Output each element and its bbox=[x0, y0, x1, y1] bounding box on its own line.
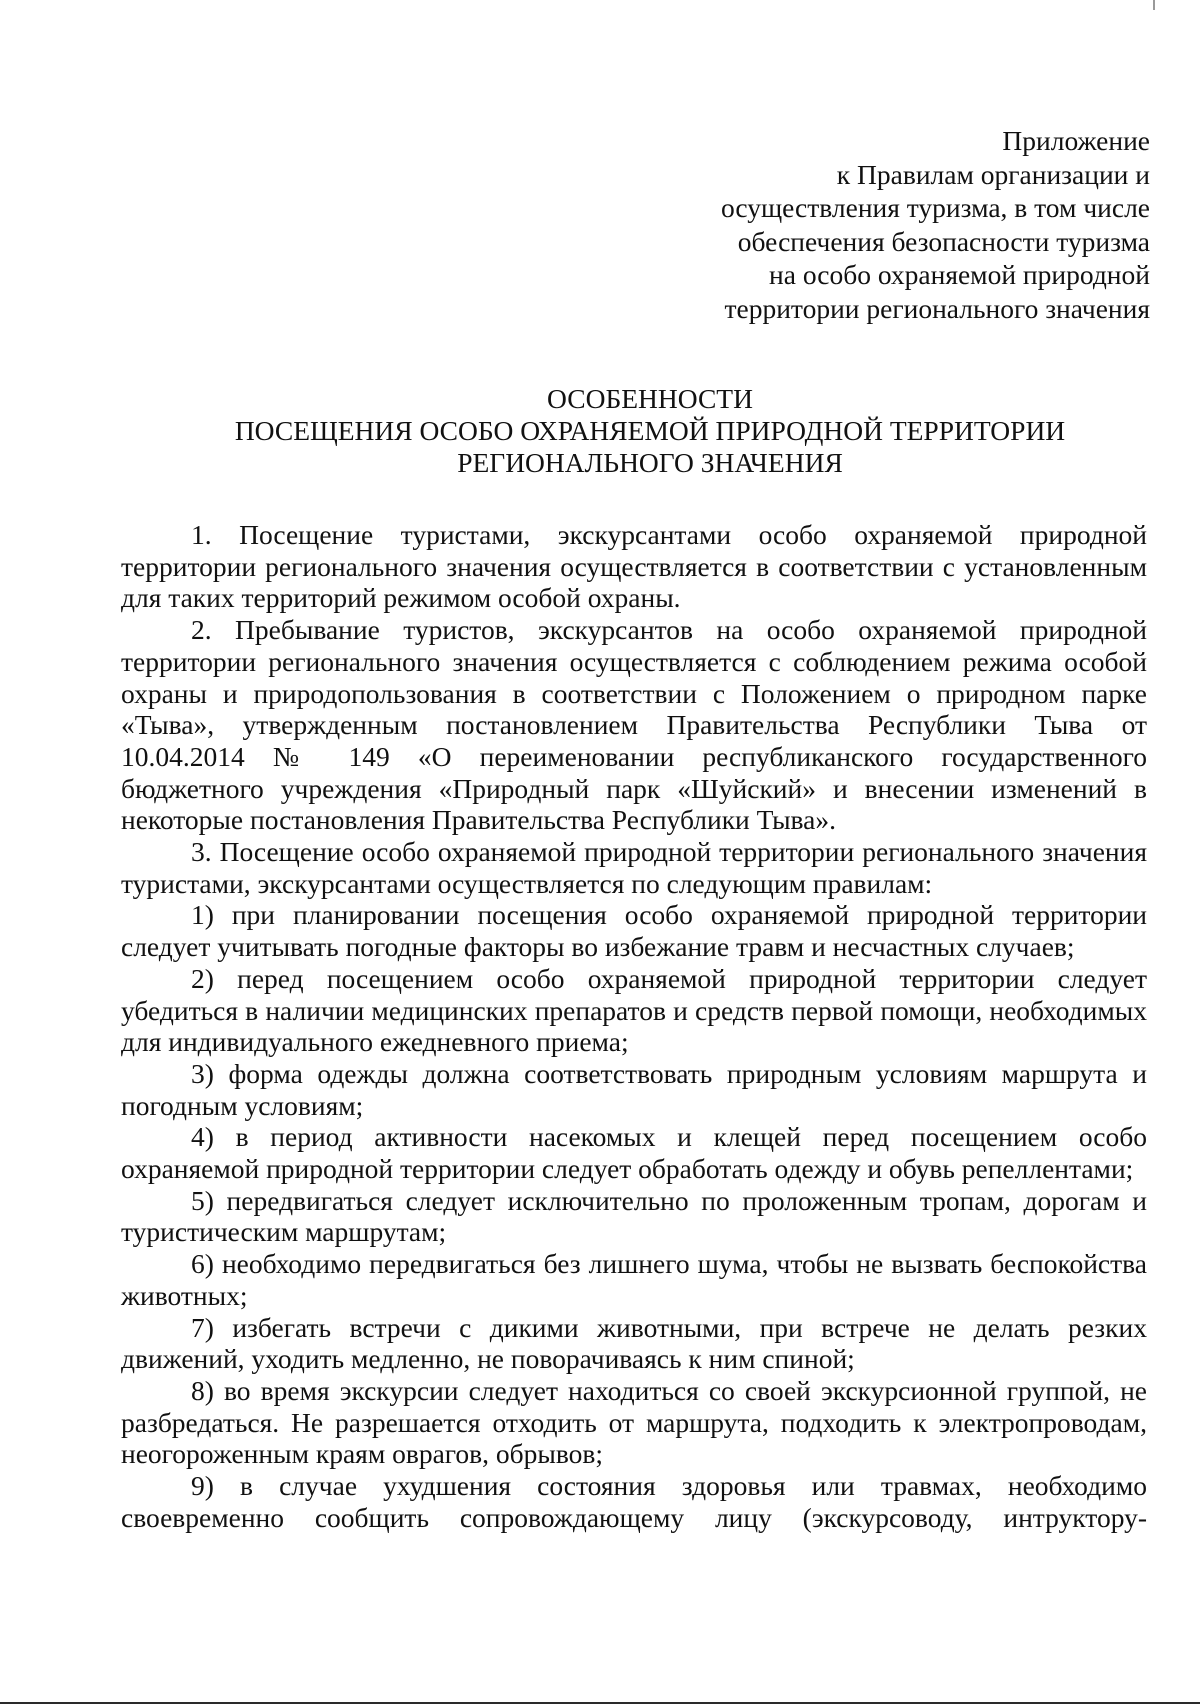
rule-item-7: 7) избегать встречи с дикими животными, при встрече не делать резких движений, уходить медленно, не поворачиваясь к ним спиной; bbox=[121, 1311, 1147, 1375]
scan-bottom-edge bbox=[0, 1702, 1200, 1704]
appendix-line: обеспечения безопасности туризма bbox=[737, 225, 1150, 257]
document-body bbox=[121, 519, 1147, 1534]
rule-item-8: 8) во время экскурсии следует находиться со своей экскурсионной группой, не разбредаться. Не разрешается отходить от маршрута, подходить к электропроводам, неогороженным краям оврагов, обрывов; bbox=[121, 1374, 1147, 1470]
paragraph-3: 3. Посещение особо охраняемой природной территории регионального значения туристами, экскурсантами осуществляется по следующим правилам: bbox=[121, 836, 1147, 899]
appendix-line: осуществления туризма, в том числе bbox=[720, 192, 1150, 223]
rule-item-2: 2) перед посещением особо охраняемой природной территории следует убедиться в наличии медицинских препаратов и средств первой помощи, необходимых для индивидуального ежедневного приема; bbox=[121, 962, 1147, 1058]
appendix-line: территории регионального значения bbox=[724, 292, 1150, 324]
appendix-line: на особо охраняемой природной bbox=[769, 259, 1150, 290]
rule-item-9: 9) в случае ухудшения состояния здоровья или травмах, необходимо своевременно сообщить сопровождающему лицу (экскурсоводу, интруктору- bbox=[121, 1470, 1147, 1533]
rule-item-5: 5) передвигаться следует исключительно по проложенным тропам, дорогам и туристическим маршрутам; bbox=[121, 1184, 1147, 1248]
rule-item-1: 1) при планировании посещения особо охраняемой природной территории следует учитывать погодные факторы во избежание травм и несчастных случаев; bbox=[121, 899, 1147, 963]
document-title bbox=[120, 383, 1180, 479]
title-line: РЕГИОНАЛЬНОГО ЗНАЧЕНИЯ bbox=[457, 447, 843, 478]
appendix-line: Приложение bbox=[1002, 125, 1150, 156]
rule-item-3: 3) форма одежды должна соответствовать природным условиям маршрута и погодным условиям; bbox=[121, 1057, 1147, 1121]
rule-item-4: 4) в период активности насекомых и клещей перед посещением особо охраняемой природной территории следует обработать одежду и обувь репеллентами; bbox=[121, 1121, 1147, 1185]
paragraph-2: 2. Пребывание туристов, экскурсантов на особо охраняемой природной территории регионального значения осуществляется с соблюдением режима особой охраны и природопользования в соответствии с Положением о природном парке «Тыва», утвержденным постановлением Правительства Республики Тыва от 10.04.2014 № 149 «О переименовании республиканского государственного бюджетного учреждения «Природный парк «Шуйский» и внесении изменений в некоторые постановления Правительства Республики Тыва». bbox=[121, 614, 1147, 836]
appendix-header bbox=[590, 124, 1150, 325]
title-line: ПОСЕЩЕНИЯ ОСОБО ОХРАНЯЕМОЙ ПРИРОДНОЙ ТЕРРИТОРИИ bbox=[234, 415, 1066, 446]
rule-item-6: 6) необходимо передвигаться без лишнего шума, чтобы не вызвать беспокойства животных; bbox=[121, 1248, 1147, 1311]
paragraph-1: 1. Посещение туристами, экскурсантами особо охраняемой природной территории регионального значения осуществляется в соответствии с установленным для таких территорий режимом особой охраны. bbox=[121, 519, 1147, 614]
appendix-line: к Правилам организации и bbox=[836, 158, 1150, 190]
title-line: ОСОБЕННОСТИ bbox=[547, 383, 753, 414]
scan-edge-mark bbox=[1153, 0, 1155, 10]
